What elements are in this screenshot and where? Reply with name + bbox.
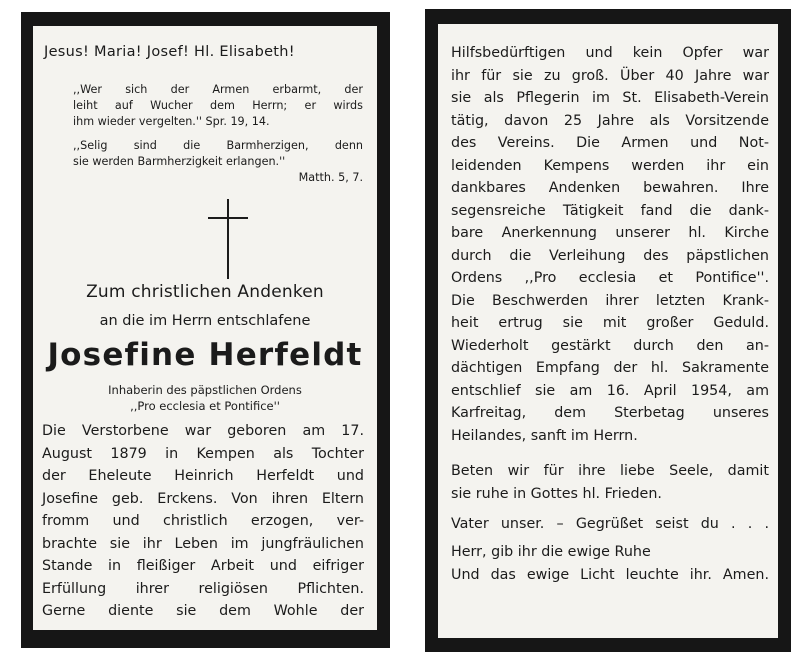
biography-line: Ordens ,,Pro ecclesia et Pontifice''. [451,270,769,286]
biography-line: Wiederholt gestärkt durch den an- [451,337,769,354]
card-back-paper [438,24,778,638]
biography-line: Josefine geb. Erckens. Von ihren Eltern [42,490,364,507]
biography-line: dächtigen Empfang der hl. Sakramente [451,360,769,376]
biography-line: Stande in fleißiger Arbeit und eifriger [42,558,364,574]
memorial-card-back [425,9,791,652]
biography-text [42,420,364,623]
quote-line: sie werden Barmherzigkeit erlangen.'' [73,155,286,168]
biography-line: heit ertrug sie mit großer Geduld. [451,315,769,331]
biography-line: Erfüllung ihrer religiösen Pflichten. [42,580,364,597]
caption-deceased: an die im Herrn entschlafene [99,313,311,329]
bible-quote-matthew [73,138,363,186]
biography-line: Gerne diente sie dem Wohle der [42,603,364,619]
vater-unser-text: Vater unser. – Gegrüßet seist du . . . [451,516,769,532]
biography-line: des Vereins. Die Armen und Not- [451,135,769,151]
prayer-text [451,460,769,505]
memorial-card-front [21,12,390,648]
biography-line: Die Verstorbene war geboren am 17. [42,423,364,439]
biography-line: bare Anerkennung unserer hl. Kirche [451,225,769,241]
biography-line: Hilfsbedürftigen und kein Opfer war [451,45,769,61]
quote-line: ihm wieder vergelten.'' Spr. 19, 14. [73,115,270,128]
prayer-line: sie ruhe in Gottes hl. Frieden. [451,485,662,502]
biography-line: Karfreitag, dem Sterbetag unseres [451,405,769,421]
quote-source: Matth. 5, 7. [298,171,363,184]
cross-icon [208,199,248,279]
honor-title-line2: ,,Pro ecclesia et Pontifice'' [130,399,280,413]
biography-line: entschlief sie am 16. April 1954, am [451,382,769,399]
deceased-name: Josefine Herfeldt [47,337,363,373]
quote-line: ,,Wer sich der Armen erbarmt, der [73,83,363,96]
biography-continuation [451,42,769,447]
closing-line: Und das ewige Licht leuchte ihr. Amen. [451,566,769,583]
biography-line: der Eheleute Heinrich Herfeldt und [42,468,364,484]
biography-line: August 1879 in Kempen als Tochter [42,445,364,462]
quote-line: leiht auf Wucher dem Herrn; er wirds [73,99,363,112]
card-front-paper [33,26,377,630]
biography-line: Heilandes, sanft im Herrn. [451,427,638,444]
caption-remembrance: Zum christlichen Andenken [86,282,324,302]
honor-title-line1: Inhaberin des päpstlichen Ordens [108,383,302,397]
closing-prayer [451,541,769,586]
biography-line: Die Beschwerden ihrer letzten Krank- [451,292,769,309]
biography-line: segensreiche Tätigkeit fand die dank- [451,202,769,219]
biography-line: durch die Verleihung des päpstlichen [451,247,769,264]
biography-line: fromm und christlich erzogen, ver- [42,513,364,529]
bible-quote-proverbs [73,82,363,130]
biography-line: dankbares Andenken bewahren. Ihre [451,180,769,196]
biography-line: sie als Pflegerin im St. Elisabeth-Verein [451,90,769,106]
vater-unser-line [451,513,769,536]
quote-line: ,,Selig sind die Barmherzigen, denn [73,139,363,152]
invocation-heading: Jesus! Maria! Josef! Hl. Elisabeth! [44,44,295,60]
biography-line: leidenden Kempens werden ihr ein [451,157,769,174]
biography-line: tätig, davon 25 Jahre als Vorsitzende [451,112,769,129]
biography-line: ihr für sie zu groß. Über 40 Jahre war [451,67,769,84]
biography-line: brachte sie ihr Leben im jungfräulichen [42,535,364,552]
prayer-line: Beten wir für ihre liebe Seele, damit [451,463,769,479]
closing-line: Herr, gib ihr die ewige Ruhe [451,544,651,560]
